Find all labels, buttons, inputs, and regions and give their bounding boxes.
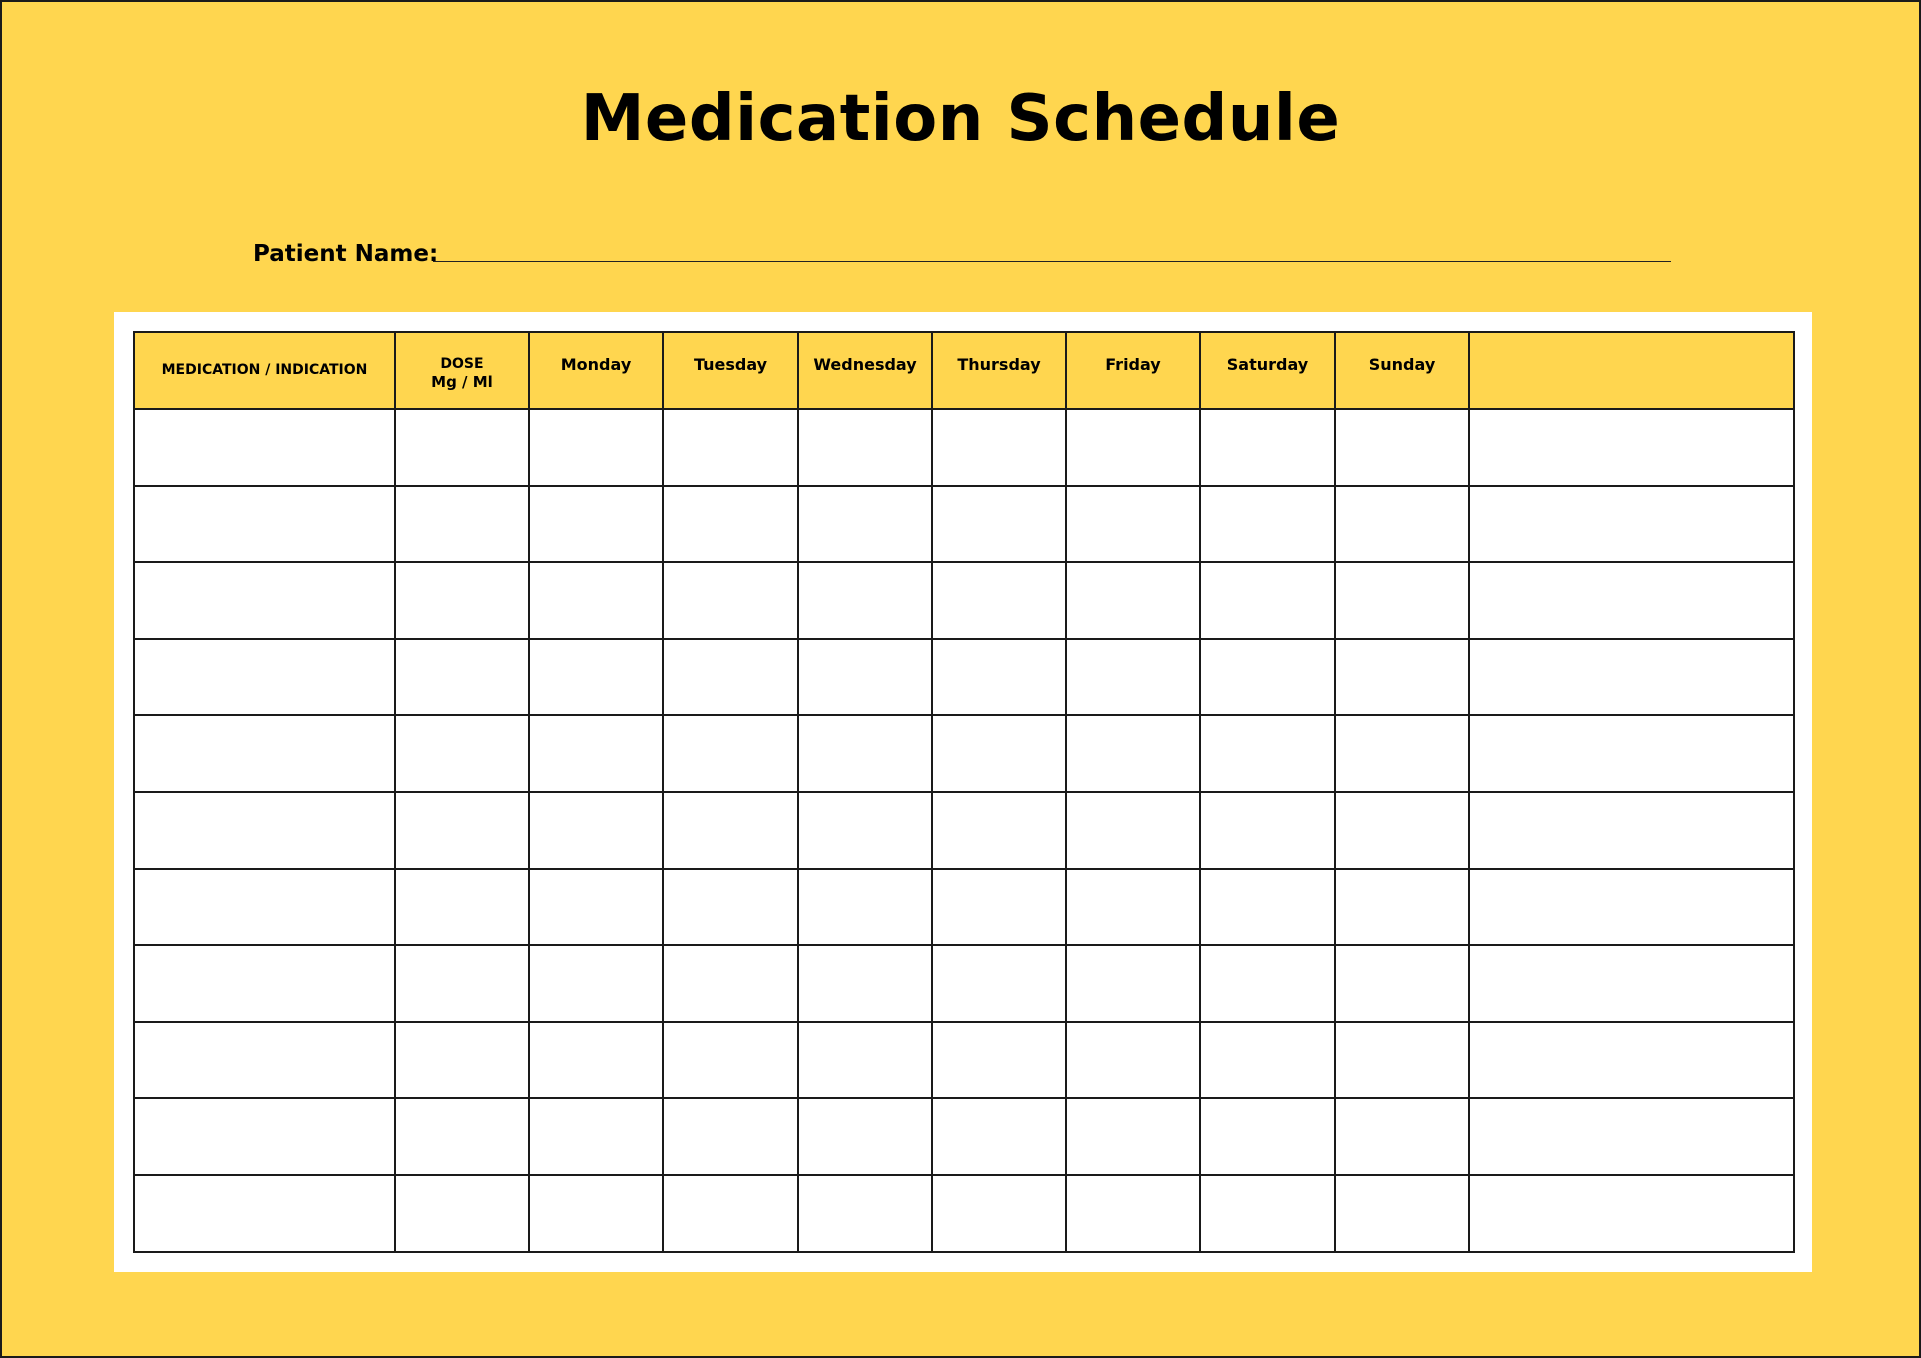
- cell-wednesday[interactable]: [798, 1175, 932, 1252]
- header-friday-label: Friday: [1105, 355, 1161, 374]
- cell-tuesday[interactable]: [663, 1098, 798, 1175]
- cell-thursday[interactable]: [932, 486, 1066, 563]
- cell-dose[interactable]: [395, 715, 529, 792]
- cell-monday[interactable]: [529, 1098, 663, 1175]
- cell-wednesday[interactable]: [798, 639, 932, 716]
- cell-medication[interactable]: [134, 486, 395, 563]
- header-tuesday: [663, 332, 798, 409]
- cell-monday[interactable]: [529, 562, 663, 639]
- cell-tuesday[interactable]: [663, 562, 798, 639]
- cell-friday[interactable]: [1066, 562, 1200, 639]
- cell-tuesday[interactable]: [663, 409, 798, 486]
- cell-monday[interactable]: [529, 869, 663, 946]
- header-dose-title: DOSE: [440, 356, 484, 372]
- cell-sunday[interactable]: [1335, 639, 1469, 716]
- cell-sunday[interactable]: [1335, 562, 1469, 639]
- header-saturday: [1200, 332, 1335, 409]
- cell-monday[interactable]: [529, 1022, 663, 1099]
- page-title: Medication Schedule: [580, 82, 1341, 156]
- cell-notes[interactable]: [1469, 1098, 1794, 1175]
- header-notes: [1469, 332, 1794, 409]
- patient-name-field[interactable]: [433, 261, 1671, 262]
- cell-notes[interactable]: [1469, 945, 1794, 1022]
- cell-dose[interactable]: [395, 562, 529, 639]
- cell-monday[interactable]: [529, 409, 663, 486]
- cell-wednesday[interactable]: [798, 869, 932, 946]
- cell-notes[interactable]: [1469, 562, 1794, 639]
- table-row: [134, 562, 1794, 639]
- cell-dose[interactable]: [395, 639, 529, 716]
- cell-tuesday[interactable]: [663, 792, 798, 869]
- cell-notes[interactable]: [1469, 1022, 1794, 1099]
- cell-medication[interactable]: [134, 639, 395, 716]
- cell-friday[interactable]: [1066, 1022, 1200, 1099]
- cell-sunday[interactable]: [1335, 869, 1469, 946]
- cell-dose[interactable]: [395, 945, 529, 1022]
- cell-medication[interactable]: [134, 869, 395, 946]
- schedule-panel: [114, 312, 1812, 1272]
- cell-sunday[interactable]: [1335, 409, 1469, 486]
- header-thursday-label: Thursday: [957, 355, 1041, 374]
- cell-dose[interactable]: [395, 1022, 529, 1099]
- cell-tuesday[interactable]: [663, 945, 798, 1022]
- header-sunday: [1335, 332, 1469, 409]
- table-row: [134, 1098, 1794, 1175]
- cell-thursday[interactable]: [932, 1098, 1066, 1175]
- cell-friday[interactable]: [1066, 869, 1200, 946]
- cell-saturday[interactable]: [1200, 409, 1335, 486]
- table-body: [134, 409, 1794, 1252]
- cell-dose[interactable]: [395, 869, 529, 946]
- patient-name-row: [253, 235, 1673, 275]
- header-wednesday-label: Wednesday: [813, 355, 917, 374]
- cell-monday[interactable]: [529, 639, 663, 716]
- cell-friday[interactable]: [1066, 715, 1200, 792]
- cell-wednesday[interactable]: [798, 562, 932, 639]
- cell-sunday[interactable]: [1335, 486, 1469, 563]
- cell-monday[interactable]: [529, 486, 663, 563]
- cell-medication[interactable]: [134, 409, 395, 486]
- cell-notes[interactable]: [1469, 715, 1794, 792]
- header-thursday: [932, 332, 1066, 409]
- cell-sunday[interactable]: [1335, 1098, 1469, 1175]
- table-row: [134, 639, 1794, 716]
- cell-wednesday[interactable]: [798, 486, 932, 563]
- header-saturday-label: Saturday: [1226, 355, 1309, 374]
- table-row: [134, 486, 1794, 563]
- cell-saturday[interactable]: [1200, 945, 1335, 1022]
- cell-medication[interactable]: [134, 945, 395, 1022]
- cell-notes[interactable]: [1469, 792, 1794, 869]
- header-notes-label: [1470, 333, 1793, 355]
- cell-notes[interactable]: [1469, 486, 1794, 563]
- header-dose: [395, 332, 529, 409]
- header-sunday-label: Sunday: [1368, 355, 1436, 374]
- cell-medication[interactable]: [134, 792, 395, 869]
- table-row: [134, 1175, 1794, 1252]
- table-row: [134, 409, 1794, 486]
- cell-thursday[interactable]: [932, 1175, 1066, 1252]
- cell-saturday[interactable]: [1200, 792, 1335, 869]
- cell-medication[interactable]: [134, 715, 395, 792]
- cell-saturday[interactable]: [1200, 869, 1335, 946]
- cell-thursday[interactable]: [932, 792, 1066, 869]
- cell-friday[interactable]: [1066, 1175, 1200, 1252]
- header-monday: [529, 332, 663, 409]
- cell-monday[interactable]: [529, 715, 663, 792]
- table-row: [134, 1022, 1794, 1099]
- cell-wednesday[interactable]: [798, 1098, 932, 1175]
- cell-wednesday[interactable]: [798, 945, 932, 1022]
- cell-medication[interactable]: [134, 562, 395, 639]
- table-row: [134, 792, 1794, 869]
- cell-saturday[interactable]: [1200, 1175, 1335, 1252]
- cell-tuesday[interactable]: [663, 1022, 798, 1099]
- cell-notes[interactable]: [1469, 869, 1794, 946]
- table-header-row: [134, 332, 1794, 409]
- cell-saturday[interactable]: [1200, 1022, 1335, 1099]
- cell-saturday[interactable]: [1200, 486, 1335, 563]
- table-row: [134, 945, 1794, 1022]
- cell-monday[interactable]: [529, 1175, 663, 1252]
- cell-wednesday[interactable]: [798, 409, 932, 486]
- patient-name-label: Patient Name:: [253, 241, 439, 267]
- cell-thursday[interactable]: [932, 715, 1066, 792]
- cell-sunday[interactable]: [1335, 1175, 1469, 1252]
- cell-friday[interactable]: [1066, 409, 1200, 486]
- cell-notes[interactable]: [1469, 409, 1794, 486]
- cell-dose[interactable]: [395, 486, 529, 563]
- cell-sunday[interactable]: [1335, 1022, 1469, 1099]
- cell-monday[interactable]: [529, 792, 663, 869]
- header-wednesday: [798, 332, 932, 409]
- cell-medication[interactable]: [134, 1022, 395, 1099]
- cell-notes[interactable]: [1469, 1175, 1794, 1252]
- cell-tuesday[interactable]: [663, 486, 798, 563]
- cell-thursday[interactable]: [932, 1022, 1066, 1099]
- cell-thursday[interactable]: [932, 639, 1066, 716]
- cell-tuesday[interactable]: [663, 715, 798, 792]
- cell-tuesday[interactable]: [663, 869, 798, 946]
- header-tuesday-label: Tuesday: [693, 355, 768, 374]
- cell-notes[interactable]: [1469, 639, 1794, 716]
- cell-medication[interactable]: [134, 1175, 395, 1252]
- cell-wednesday[interactable]: [798, 792, 932, 869]
- cell-dose[interactable]: [395, 409, 529, 486]
- cell-tuesday[interactable]: [663, 1175, 798, 1252]
- cell-wednesday[interactable]: [798, 1022, 932, 1099]
- cell-friday[interactable]: [1066, 486, 1200, 563]
- cell-sunday[interactable]: [1335, 715, 1469, 792]
- cell-tuesday[interactable]: [663, 639, 798, 716]
- cell-dose[interactable]: [395, 792, 529, 869]
- cell-thursday[interactable]: [932, 409, 1066, 486]
- header-friday: [1066, 332, 1200, 409]
- cell-dose[interactable]: [395, 1098, 529, 1175]
- cell-sunday[interactable]: [1335, 945, 1469, 1022]
- medication-table: [133, 331, 1795, 1253]
- table-row: [134, 869, 1794, 946]
- cell-friday[interactable]: [1066, 639, 1200, 716]
- cell-wednesday[interactable]: [798, 715, 932, 792]
- cell-thursday[interactable]: [932, 562, 1066, 639]
- cell-sunday[interactable]: [1335, 792, 1469, 869]
- cell-saturday[interactable]: [1200, 639, 1335, 716]
- header-dose-label: [396, 333, 528, 391]
- header-medication-label: MEDICATION / INDICATION: [161, 362, 368, 378]
- cell-saturday[interactable]: [1200, 715, 1335, 792]
- header-dose-unit: Mg / Ml: [431, 373, 493, 391]
- cell-friday[interactable]: [1066, 1098, 1200, 1175]
- cell-thursday[interactable]: [932, 945, 1066, 1022]
- cell-saturday[interactable]: [1200, 562, 1335, 639]
- cell-dose[interactable]: [395, 1175, 529, 1252]
- cell-monday[interactable]: [529, 945, 663, 1022]
- cell-saturday[interactable]: [1200, 1098, 1335, 1175]
- cell-medication[interactable]: [134, 1098, 395, 1175]
- header-monday-label: Monday: [560, 355, 632, 374]
- table-row: [134, 715, 1794, 792]
- header-medication-indication: [134, 332, 395, 409]
- cell-friday[interactable]: [1066, 945, 1200, 1022]
- cell-friday[interactable]: [1066, 792, 1200, 869]
- cell-thursday[interactable]: [932, 869, 1066, 946]
